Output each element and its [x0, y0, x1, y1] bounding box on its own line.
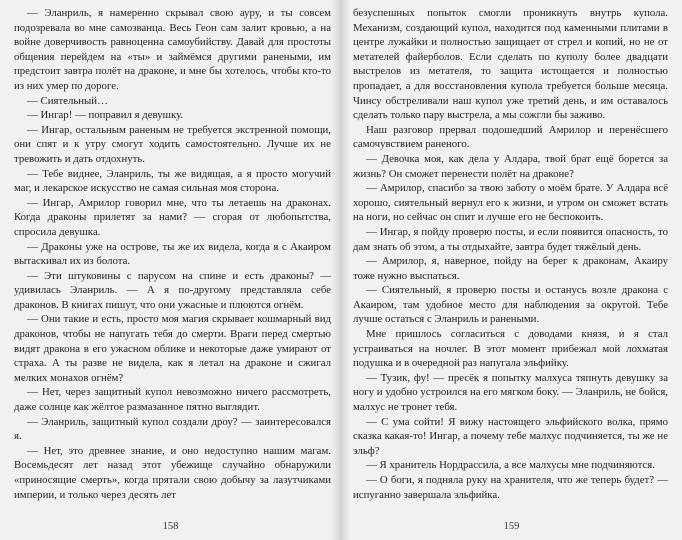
paragraph: — Драконы уже на острове, ты же их видела, когда я с Акаиром вытаскивал их из болота.	[14, 240, 331, 268]
paragraph: — Эланриль, я намеренно скрывал свою ауру, и ты совсем подозревала во мне самозванца. Весь Геон сам залит кровью, а на войне доверчивость равноценна самоубийству. Давай для простоты общения перейдем на «ты» и займёмся другими ранеными, им предстоит завтра полёт на драконе, и мне бы хотелось, чтобы кто-то из них умер по дороге.	[14, 7, 331, 92]
paragraph: — Они такие и есть, просто моя магия скрывает кошмарный вид драконов, чтобы не напугать тебя до смерти. Враги перед смертью видят дракона в его ужасном облике и некоторые даже умирают от страха. А ты разве не видела, как я летал на драконе и сжигал мелких монахов огнём?	[14, 313, 331, 384]
paragraph: — Амрилор, я, наверное, пойду на берег к драконам, Акаиру тоже нужно выспаться.	[353, 255, 668, 282]
paragraph: — Сиятельный, я проверю посты и останусь возле дракона с Акаиром, там удобное место для наблюдения за округой. Тебе лучше остаться с Эланриль и ранеными.	[353, 284, 668, 326]
paragraph: — Эти штуковины с парусом на спине и есть драконы? — удивилась Эланриль. — А я по-другому представляла себе драконов. В книгах пишут, что они ужасные и плюются огнём.	[14, 269, 331, 311]
paragraph: — Нет, через защитный купол невозможно ничего рассмотреть, даже солнце как жёлтое размазанное пятно выглядит.	[14, 386, 331, 414]
paragraph: — Нет, это древнее знание, и оно недоступно нашим магам. Восемьдесят лет назад этот убежище случайно обнаружили «приносящие смерть», когда прятали свою добычу за лазутчиками империи, и только через десять лет	[14, 444, 331, 501]
paragraph: безуспешных попыток смогли проникнуть внутрь купола. Механизм, создающий купол, находится под каменными плитами в центре лужайки и полностью защищает от стрел и копий, но не от метателей файерболов. Если сделать по куполу более двадцати выстрелов из метателя, то защита истощается и полностью пропадает, а для восстановления купола требуется больше месяца. Чинсу обстреливали наш купол уже третий день, и им оставалось сделать только пару выстрела, а мы сожгли бы заживо.	[353, 7, 668, 122]
right-page	[341, 0, 682, 540]
paragraph: Мне пришлось согласиться с доводами князя, и я стал устраиваться на ночлег. В этот момент прибежал мой лохматая подушка и в очередной раз напугала эльфийку.	[353, 328, 668, 370]
paragraph: — С ума сойти! Я вижу настоящего эльфийского волка, прямо сказка какая-то! Ингар, а почему тебе малхус подчиняется, ты же не эльф?	[353, 415, 668, 457]
paragraph: — Тебе виднее, Эланриль, ты же видящая, а я просто могучий маг, и лекарское искусство не самая сильная моя сторона.	[14, 167, 331, 195]
paragraph: — Амрилор, спасибо за твою заботу о моём брате. У Алдара всё хорошо, сиятельный вернул его к жизни, и утром он сможет встать на ноги, но сейчас он спит и лучше его не беспокоить.	[353, 182, 668, 224]
paragraph: — Ингар, Амрилор говорил мне, что ты летаешь на драконах. Когда драконы прилетят за нами? — сгорая от любопытства, спросила девушка.	[14, 196, 331, 238]
right-page-text	[353, 6, 668, 502]
right-page-number: 159	[503, 521, 520, 532]
paragraph: — Я хранитель Нордрассила, а все малхусы мне подчиняются.	[366, 459, 655, 472]
paragraph: — Девочка моя, как дела у Алдара, твой брат ещё борется за жизнь? Он сможет перенести полёт на драконе?	[353, 152, 668, 180]
paragraph: — Тузик, фу! — пресёк я попытку малхуса тяпнуть девушку за ногу и удобно устроился на его мягком боку. — Эланриль, не бойся, малхус не тронет тебя.	[353, 371, 668, 414]
paragraph: — Ингар, остальным раненым не требуется экстренной помощи, они спят и к утру смогут ходить самостоятельно. Лучше их не тревожить и дать отдохнуть.	[14, 123, 331, 165]
left-page-number: 158	[162, 521, 179, 532]
paragraph: — Ингар! — поправил я девушку.	[27, 109, 184, 122]
paragraph: Наш разговор прервал подошедший Амрилор и перенёсшего самочувствием раненого.	[353, 123, 668, 151]
paragraph: — Сиятельный…	[27, 94, 108, 107]
paragraph: — Ингар, я пойду проверю посты, и если появится опасность, то дам знать об этом, а ты отдыхайте, завтра будет тяжёлый день.	[353, 225, 668, 253]
paragraph: — О боги, я подняла руку на хранителя, что же теперь будет? — испуганно завершала эльфийка.	[353, 474, 668, 501]
paragraph: — Эланриль, защитный купол создали дроу? — заинтересовался я.	[14, 415, 331, 443]
left-page-text	[14, 6, 331, 502]
